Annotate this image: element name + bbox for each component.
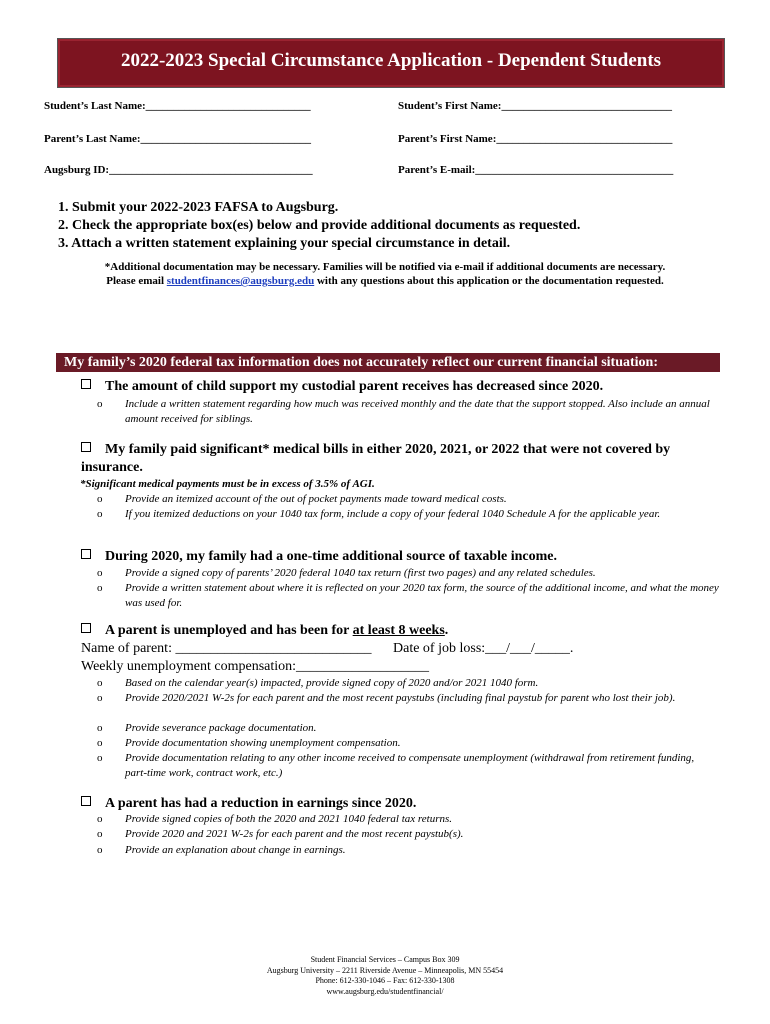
list-item: o Provide documentation showing unemployment compensation.	[97, 737, 401, 749]
date-of-job-loss-field[interactable]: Date of job loss:___/___/_____.	[393, 641, 574, 656]
medical-footnote: *Significant medical payments must be in excess of 3.5% of AGI.	[80, 478, 375, 490]
additional-docs-note	[52, 260, 718, 288]
list-item: o Include a written statement regarding how much was received monthly and the date that the support stopped. Also include an annual amount received for siblings.	[97, 398, 710, 425]
note-line: *Additional documentation may be necessary. Families will be notified via e-mail if additional documents are necessary.	[104, 261, 666, 273]
unemployed-option[interactable]: A parent is unemployed and has been for at least 8 weeks.	[81, 622, 448, 640]
instruction-step: 2. Check the appropriate box(es) below and provide additional documents as requested.	[58, 218, 581, 233]
footer	[0, 955, 770, 997]
list-item: o Based on the calendar year(s) impacted, provide signed copy of 2020 and/or 2021 1040 form.	[97, 677, 539, 689]
list-item: o Provide documentation relating to any other income received to compensate unemployment (withdrawal from retirement funding, part-time work, contract work, etc.)	[97, 752, 695, 779]
instructions-list	[58, 199, 580, 253]
parent-last-name-field[interactable]: Parent’s Last Name:_______________________________	[44, 133, 312, 145]
checkbox[interactable]	[81, 623, 91, 633]
list-item: o Provide a written statement about where it is reflected on your 2020 tax form, the source of the additional income, and what the money was used for.	[97, 582, 719, 609]
parent-email-field[interactable]: Parent’s E-mail:____________________________________	[398, 164, 674, 176]
list-item: o Provide 2020 and 2021 W-2s for each parent and the most recent paystub(s).	[97, 828, 464, 840]
list-item: o If you itemized deductions on your 1040 tax form, include a copy of your federal 1040 Schedule A for the applicable year.	[97, 508, 661, 520]
instruction-step: 1. Submit your 2022-2023 FAFSA to Augsburg.	[58, 200, 339, 215]
title-banner	[57, 38, 725, 88]
page-title: 2022-2023 Special Circumstance Application - Dependent Students	[120, 50, 662, 71]
section-banner: My family’s 2020 federal tax information does not accurately reflect our current financial situation:	[56, 353, 720, 372]
reduced-earnings-option[interactable]: A parent has had a reduction in earnings since 2020.	[81, 795, 416, 813]
student-last-name-field[interactable]: Student’s Last Name:______________________________	[44, 100, 311, 112]
note-line: Please email studentfinances@augsburg.edu with any questions about this application or the documentation requested.	[106, 275, 664, 287]
parent-first-name-field[interactable]: Parent’s First Name:________________________________	[398, 133, 673, 145]
email-link[interactable]: studentfinances@augsburg.edu	[166, 275, 315, 287]
medical-bills-option[interactable]: My family paid significant* medical bills in either 2020, 2021, or 2022 that were not covered by insurance.	[81, 442, 671, 475]
name-of-parent-field[interactable]: Name of parent: ____________________________	[81, 641, 372, 656]
checkbox[interactable]	[81, 442, 91, 452]
footer-line: Augsburg University – 2211 Riverside Avenue – Minneapolis, MN 55454	[266, 965, 504, 975]
instruction-step: 3. Attach a written statement explaining your special circumstance in detail.	[58, 236, 511, 251]
checkbox[interactable]	[81, 796, 91, 806]
list-item: o Provide an explanation about change in earnings.	[97, 844, 346, 856]
list-item: o Provide severance package documentation.	[97, 722, 317, 734]
footer-line: Student Financial Services – Campus Box 309	[310, 955, 460, 964]
list-item: o Provide signed copies of both the 2020 and 2021 1040 federal tax returns.	[97, 813, 453, 825]
one-time-income-option[interactable]: During 2020, my family had a one-time additional source of taxable income.	[81, 548, 557, 566]
footer-url[interactable]: www.augsburg.edu/studentfinancial/	[326, 986, 444, 996]
student-first-name-field[interactable]: Student’s First Name:_______________________________	[398, 100, 672, 112]
list-item: o Provide 2020/2021 W-2s for each parent and the most recent paystubs (including final paystub for parent who lost their job).	[97, 692, 676, 704]
list-item: o Provide an itemized account of the out of pocket payments made toward medical costs.	[97, 493, 507, 505]
augsburg-id-field[interactable]: Augsburg ID:_____________________________________	[44, 164, 313, 176]
checkbox[interactable]	[81, 549, 91, 559]
footer-line: Phone: 612-330-1046 – Fax: 612-330-1308	[315, 976, 455, 985]
weekly-compensation-field[interactable]: Weekly unemployment compensation:___________________	[81, 659, 430, 674]
child-support-option[interactable]: The amount of child support my custodial parent receives has decreased since 2020.	[81, 378, 603, 396]
list-item: o Provide a signed copy of parents’ 2020 federal 1040 tax return (first two pages) and any related schedules.	[97, 567, 596, 579]
checkbox[interactable]	[81, 379, 91, 389]
